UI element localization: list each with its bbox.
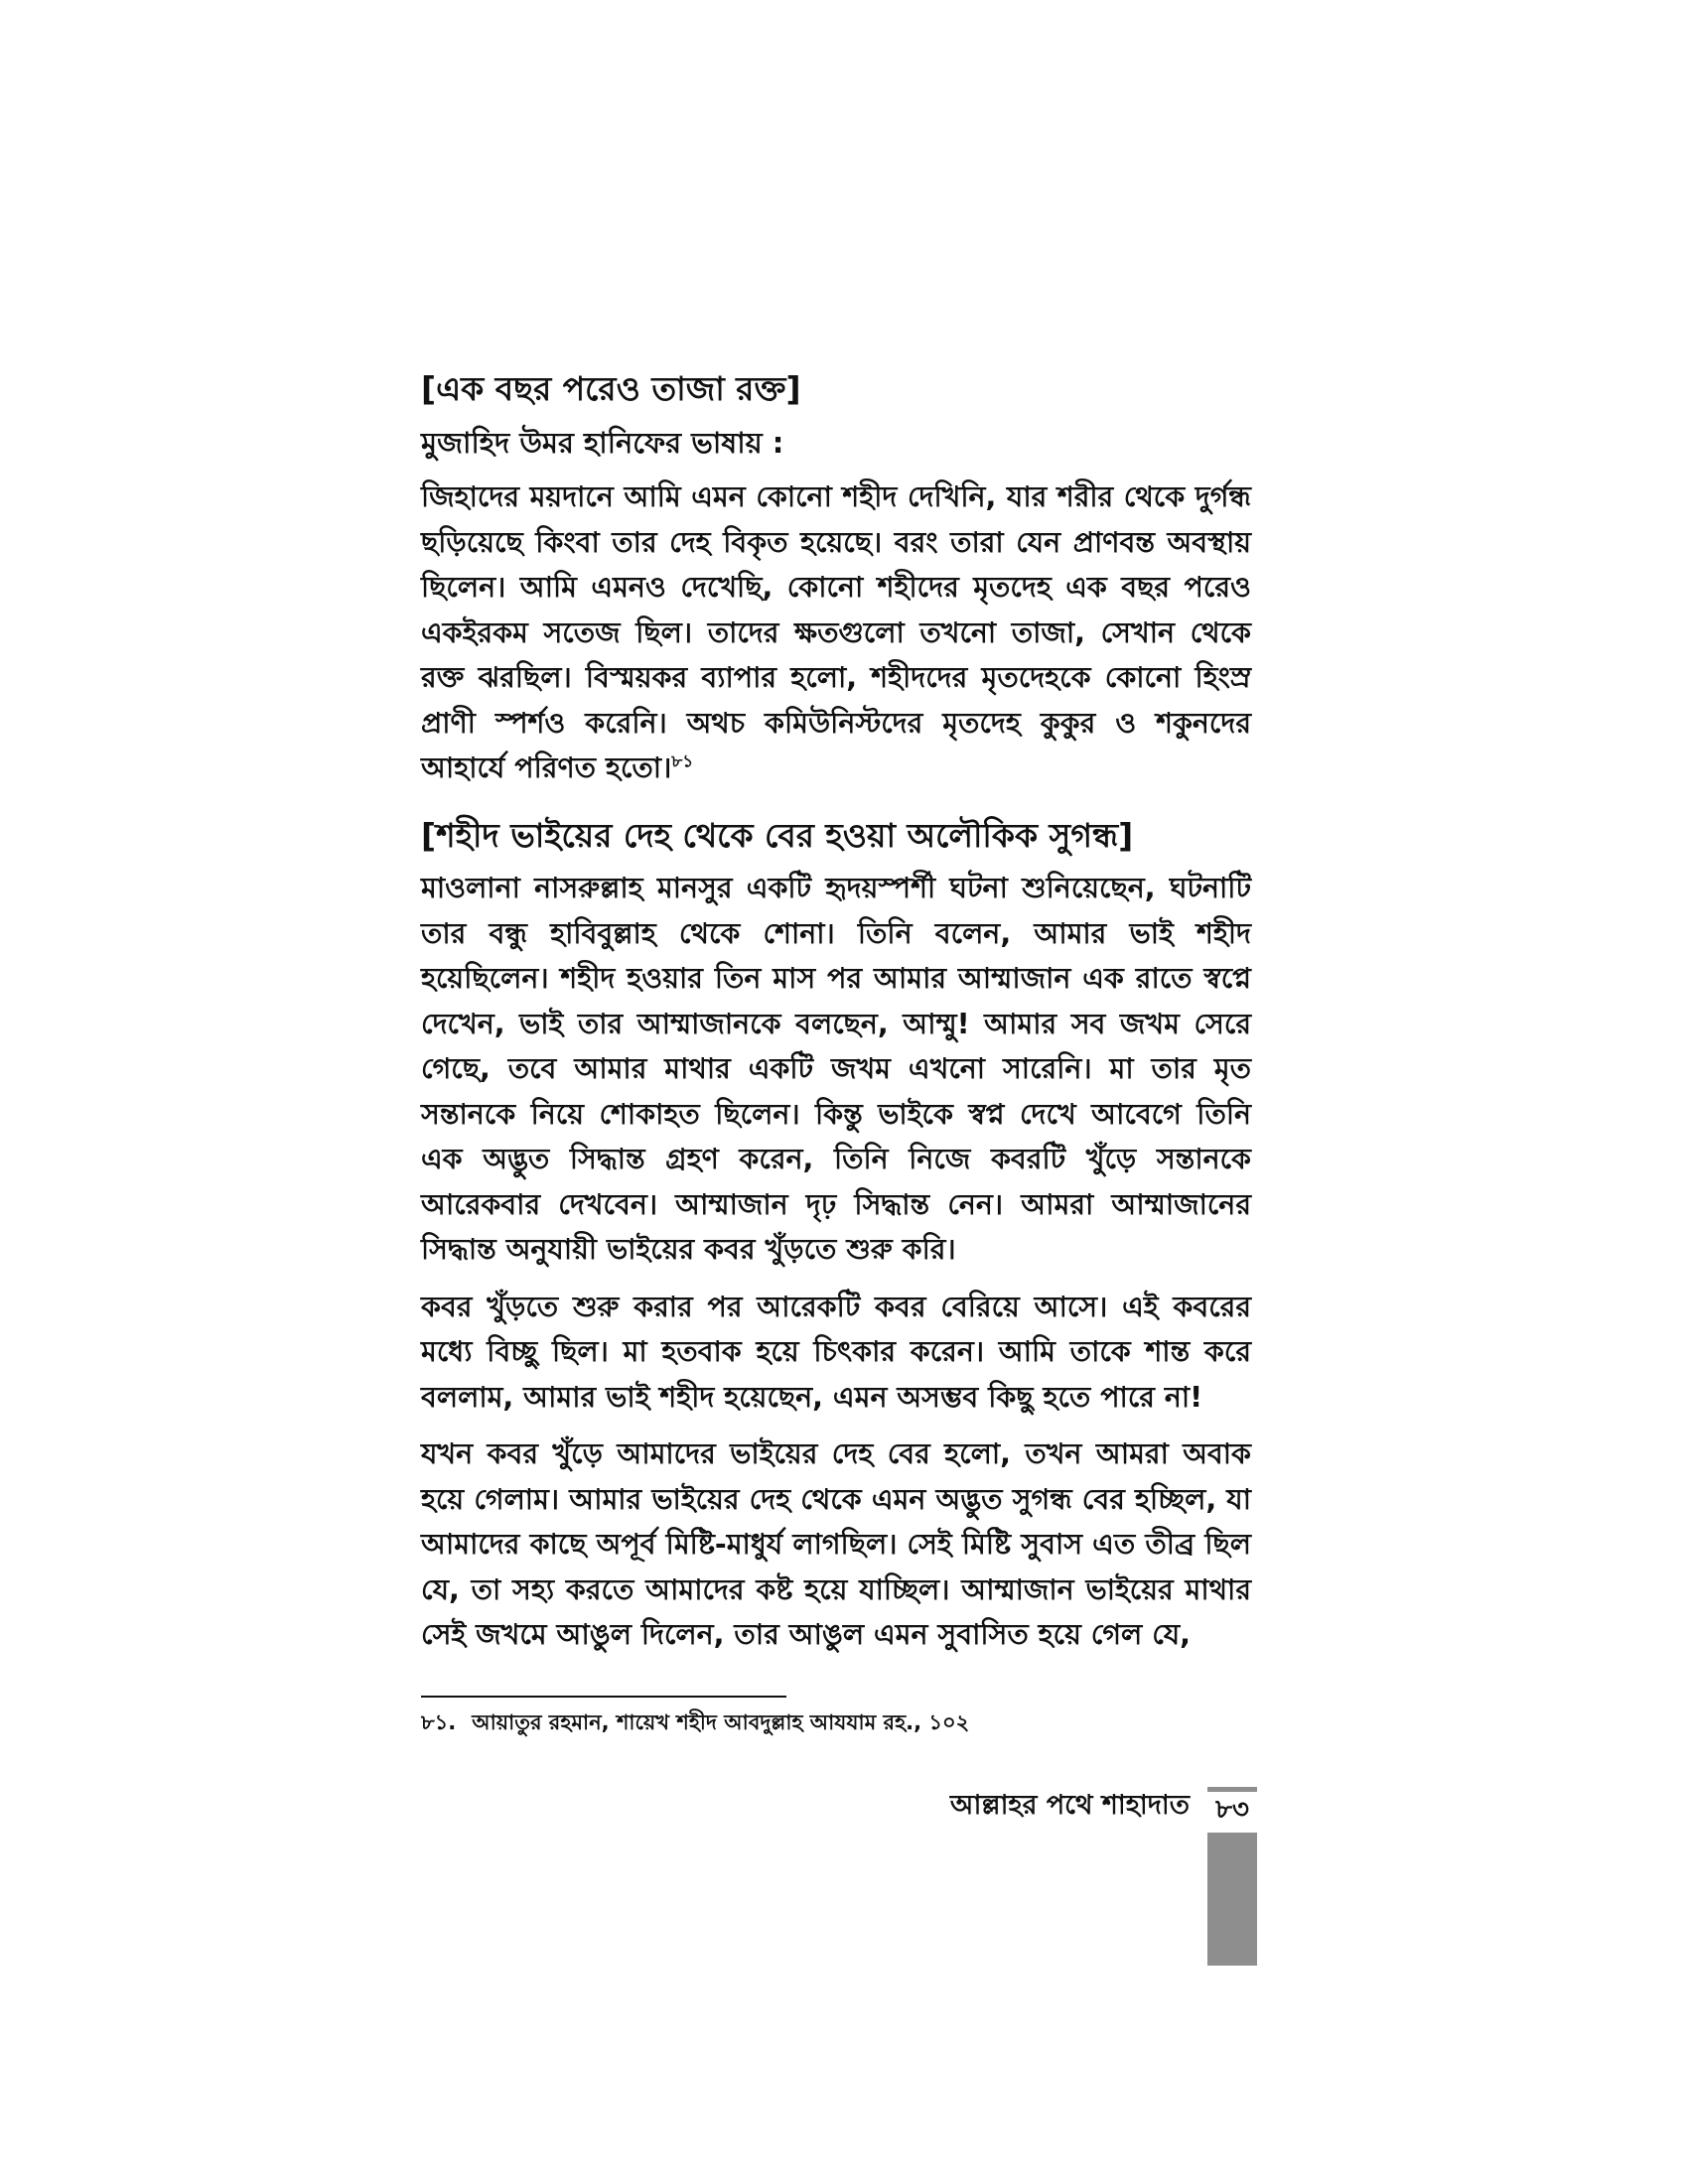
- page-edge-bar: [1207, 1833, 1257, 1966]
- section1-body: [421, 475, 1251, 791]
- section-heading-miraculous-fragrance: [শহীদ ভাইয়ের দেহ থেকে বের হওয়া অলৌকিক সুগন্ধ]: [421, 816, 1134, 855]
- footnote: [421, 1707, 1251, 1737]
- attribution-line: মুজাহিদ উমর হানিফের ভাষায় :: [421, 426, 784, 460]
- section2-body: [421, 866, 1251, 1658]
- footnote-reference: ৮১: [671, 751, 694, 772]
- paragraph: মাওলানা নাসরুল্লাহ মানসুর একটি হৃদয়স্পর্শী ঘটনা শুনিয়েছেন, ঘটনাটি তার বন্ধু হাবিবুল্লাহ থেকে শোনা। তিনি বলেন, আমার ভাই শহীদ হয়েছিলেন। শহীদ হওয়ার তিন মাস পর আমার আম্মাজান এক রাতে স্বপ্নে দেখেন, ভাই তার আম্মাজানকে বলছেন, আম্মু! আমার সব জখম সেরে গেছে, তবে আমার মাথার একটি জখম এখনো সারেনি। মা তার মৃত সন্তানকে নিয়ে শোকাহত ছিলেন। কিন্তু ভাইকে স্বপ্ন দেখে আবেগে তিনি এক অদ্ভুত সিদ্ধান্ত গ্রহণ করেন, তিনি নিজে কবরটি খুঁড়ে সন্তানকে আরেকবার দেখবেন। আম্মাজান দৃঢ় সিদ্ধান্ত নেন। আমরা আম্মাজানের সিদ্ধান্ত অনুযায়ী ভাইয়ের কবর খুঁড়তে শুরু করি।: [421, 872, 1251, 1266]
- paragraph-text: জিহাদের ময়দানে আমি এমন কোনো শহীদ দেখিনি, যার শরীর থেকে দুর্গন্ধ ছড়িয়েছে কিংবা তার দেহ বিকৃত হয়েছে। বরং তারা যেন প্রাণবন্ত অবস্থায় ছিলেন। আমি এমনও দেখেছি, কোনো শহীদের মৃতদেহ এক বছর পরেও একইরকম সতেজ ছিল। তাদের ক্ষতগুলো তখনো তাজা, সেখান থেকে রক্ত ঝরছিল। বিস্ময়কর ব্যাপার হলো, শহীদদের মৃতদেহকে কোনো হিংস্র প্রাণী স্পর্শও করেনি। অথচ কমিউনিস্টদের মৃতদেহ কুকুর ও শকুনদের আহার্যে পরিণত হতো।: [421, 480, 1251, 784]
- paragraph: যখন কবর খুঁড়ে আমাদের ভাইয়ের দেহ বের হলো, তখন আমরা অবাক হয়ে গেলাম। আমার ভাইয়ের দেহ থেকে এমন অদ্ভুত সুগন্ধ বের হচ্ছিল, যা আমাদের কাছে অপূর্ব মিষ্টি-মাধুর্য লাগছিল। সেই মিষ্টি সুবাস এত তীব্র ছিল যে, তা সহ্য করতে আমাদের কষ্ট হয়ে যাচ্ছিল। আম্মাজান ভাইয়ের মাথার সেই জখমে আঙুল দিলেন, তার আঙুল এমন সুবাসিত হয়ে গেল যে,: [421, 1437, 1251, 1651]
- paragraph: কবর খুঁড়তে শুরু করার পর আরেকটি কবর বেরিয়ে আসে। এই কবরের মধ্যে বিচ্ছু ছিল। মা হতবাক হয়ে চিৎকার করেন। আমি তাকে শান্ত করে বললাম, আমার ভাই শহীদ হয়েছেন, এমন অসম্ভব কিছু হতে পারে না!: [421, 1290, 1251, 1414]
- footnote-text: আয়াতুর রহমান, শায়েখ শহীদ আবদুল্লাহ আযযাম রহ., ১০২: [472, 1710, 970, 1734]
- paragraph: [421, 475, 1251, 791]
- footnote-number: ৮১.: [421, 1710, 457, 1734]
- footnote-divider: [421, 1696, 786, 1698]
- section-heading-fresh-blood: [এক বছর পরেও তাজা রক্ত]: [421, 369, 801, 408]
- running-title: আল্লাহর পথে শাহাদাত: [949, 1790, 1190, 1821]
- page-number: ৮৩: [1207, 1787, 1257, 1828]
